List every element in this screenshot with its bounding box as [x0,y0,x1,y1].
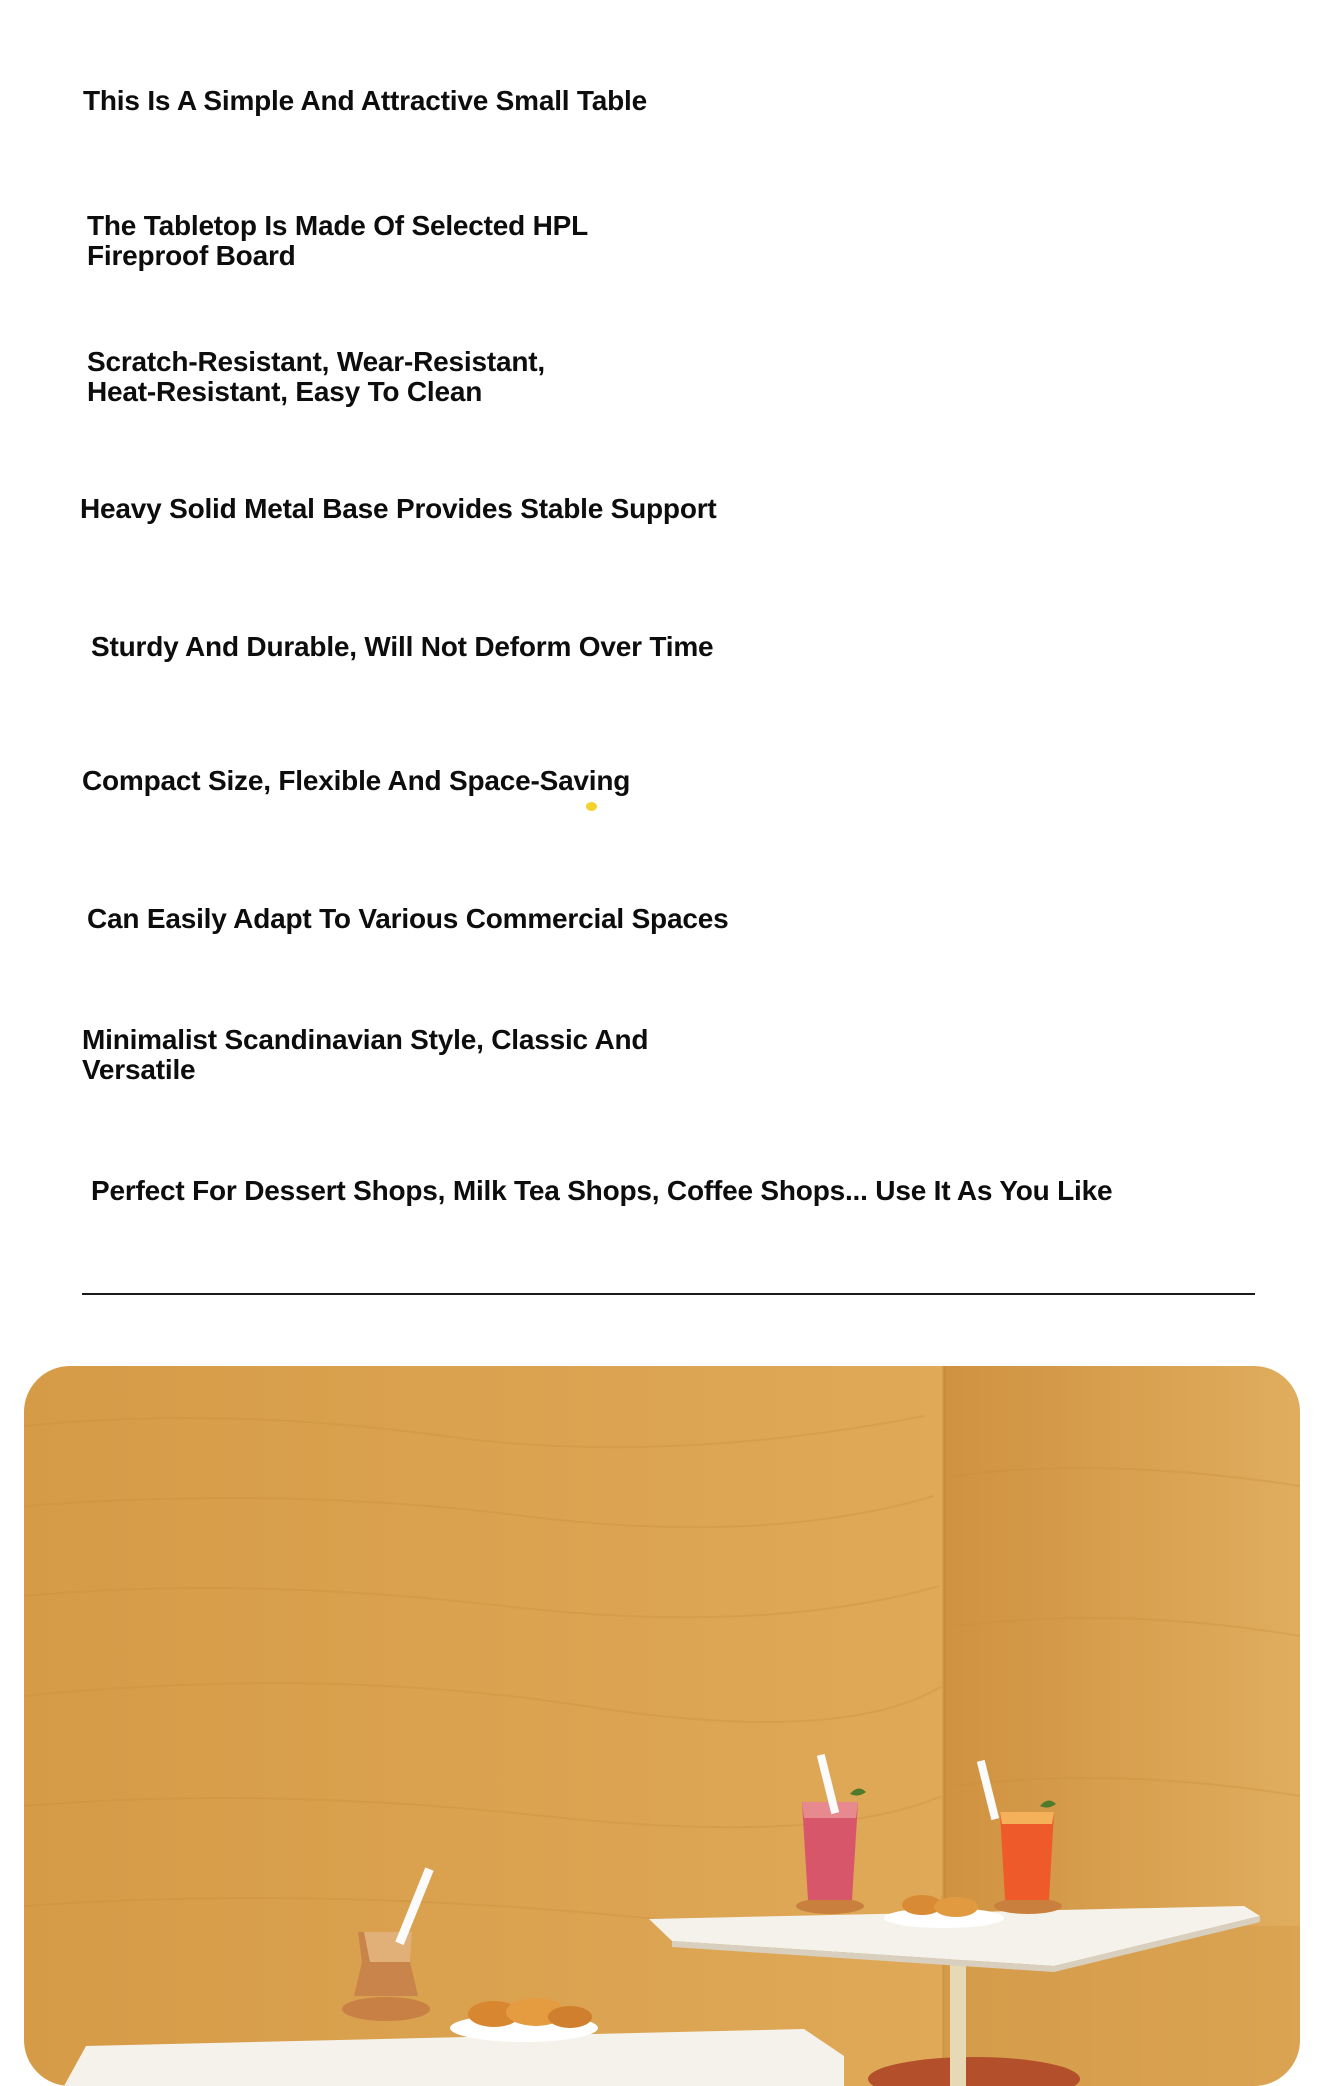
back-table-leg [950,1949,966,2086]
feature-simple-attractive: This Is A Simple And Attractive Small Table [83,85,647,116]
feature-commercial: Can Easily Adapt To Various Commercial Spaces [87,903,729,934]
feature-scandinavian: Minimalist Scandinavian Style, Classic And Versatile [82,1024,649,1085]
feature-metal-base: Heavy Solid Metal Base Provides Stable Support [80,493,717,524]
product-photo-cafe-tables [24,1366,1300,2086]
feature-resistant: Scratch-Resistant, Wear-Resistant, Heat-Resistant, Easy To Clean [87,346,545,407]
feature-sturdy: Sturdy And Durable, Will Not Deform Over Time [91,631,714,662]
section-divider [82,1293,1255,1295]
decorative-dot [586,802,597,811]
feature-compact: Compact Size, Flexible And Space-Saving [82,765,631,796]
wall-left [24,1366,944,2086]
feature-hpl-tabletop: The Tabletop Is Made Of Selected HPL Fireproof Board [87,210,589,271]
product-photo [24,1366,1300,2086]
feature-perfect-for: Perfect For Dessert Shops, Milk Tea Shops, Coffee Shops... Use It As You Like [91,1175,1113,1206]
